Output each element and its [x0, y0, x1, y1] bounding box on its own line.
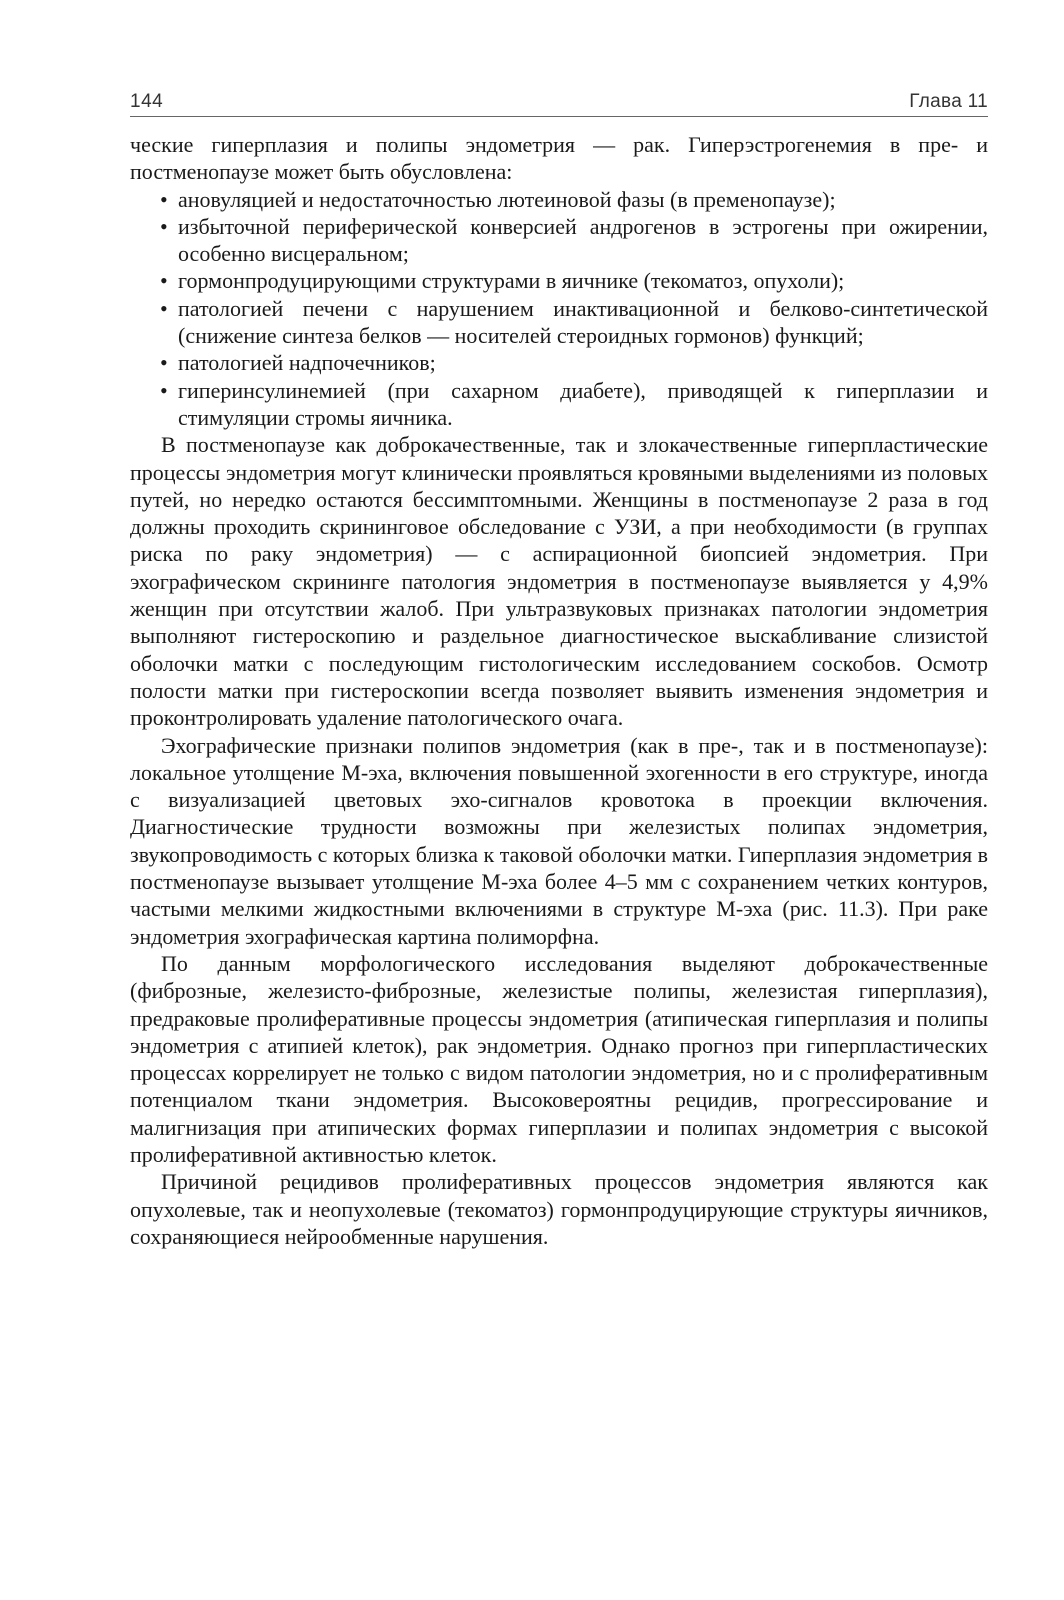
paragraph-echography: Эхографические признаки полипов эндометрия (как в пре-, так и в постменопаузе): локальное утолщение М-эха, включения повышенной эхогенности в его структуре, иногда с визуализацией цветовых эхо-сигналов кровотока в проекции включения. Диагностические трудности возможны при железистых полипах эндометрия, звукопроводимость с которых близка к таковой оболочки матки. Гиперплазия эндометрия в постменопаузе вызывает утолщение М-эха более 4–5 мм с сохранением четких контуров, частыми мелкими жидкостными включениями в структуре М-эха (рис. 11.3). При раке эндометрия эхографическая картина полиморфна. [130, 732, 988, 949]
book-page [130, 86, 988, 1250]
list-item-text: гормонпродуцирующими структурами в яичнике (текоматоз, опухоли); [178, 268, 845, 294]
paragraph-recurrence: Причиной рецидивов пролиферативных процессов эндометрия являются как опухолевые, так и неопухолевые (текоматоз) гормонпродуцирующие структуры яичников, сохраняющиеся нейрообменные нарушения. [130, 1169, 988, 1249]
list-item [130, 186, 988, 213]
running-header [130, 86, 988, 117]
list-item-text: патологией печени с нарушением инактивационной и белково-синтетической (снижение синтеза белков — носителей стероидных гормонов) функций; [178, 295, 988, 349]
bullet-icon: • [160, 268, 168, 294]
list-item [130, 267, 988, 294]
list-item [130, 213, 988, 268]
body-text [130, 131, 988, 1250]
list-item-text: ановуляцией и недостаточностью лютеиновой фазы (в пременопаузе); [178, 186, 836, 212]
list-item-text: гиперинсулинемией (при сахарном диабете), приводящей к гиперплазии и стимуляции стромы яичника. [178, 377, 988, 430]
paragraph-morphology: По данным морфологического исследования выделяют доброкачественные (фиброзные, железисто-фиброзные, железистые полипы, железистая гиперплазия), предраковые пролиферативные процессы эндометрия (атипическая гиперплазия и полипы эндометрия с атипией клеток), рак эндометрия. Однако прогноз при гиперпластических процессах коррелирует не только с видом патологии эндометрия, но и с пролиферативным потенциалом ткани эндометрия. Высоковероятны рецидив, прогрессирование и малигнизация при атипических формах гиперплазии и полипах эндометрия с высокой пролиферативной активностью клеток. [130, 950, 988, 1167]
bullet-icon: • [160, 295, 168, 321]
bullet-icon: • [160, 213, 168, 239]
list-item [130, 377, 988, 432]
list-item [130, 349, 988, 376]
bullet-icon: • [160, 350, 168, 376]
bullet-icon: • [160, 186, 168, 212]
paragraph-screening: В постменопаузе как доброкачественные, так и злокачественные гиперпластические процессы эндометрия могут клинически проявляться кровяными выделениями из половых путей, но нередко остаются бессимптомными. Женщины в постменопаузе 2 раза в год должны проходить скрининговое обследование с УЗИ, а при необходимости (в группах риска по раку эндометрия) — с аспирационной биопсией эндометрия. При эхографическом скрининге патология эндометрия в постменопаузе выявляется у 4,9% женщин при отсутствии жалоб. При ультразвуковых признаках патологии эндометрия выполняют гистероскопию и раздельное диагностическое выскабливание слизистой оболочки матки с последующим гистологическим исследованием соскобов. Осмотр полости матки при гистероскопии всегда позволяет выявить изменения эндометрия и проконтролировать удаление патологического очага. [130, 432, 988, 731]
intro-paragraph: ческие гиперплазия и полипы эндометрия — рак. Гиперэстрогенемия в пре- и постменопаузе может быть обусловлена: [130, 132, 988, 185]
list-item-text: избыточной периферической конверсией андрогенов в эстрогены при ожирении, особенно висцеральном; [178, 213, 988, 267]
page-number: 144 [130, 91, 164, 112]
list-item [130, 295, 988, 350]
bullet-icon: • [160, 377, 168, 403]
list-item-text: патологией надпочечников; [178, 350, 436, 376]
chapter-title: Глава 11 [909, 91, 988, 112]
cause-list [130, 186, 988, 432]
